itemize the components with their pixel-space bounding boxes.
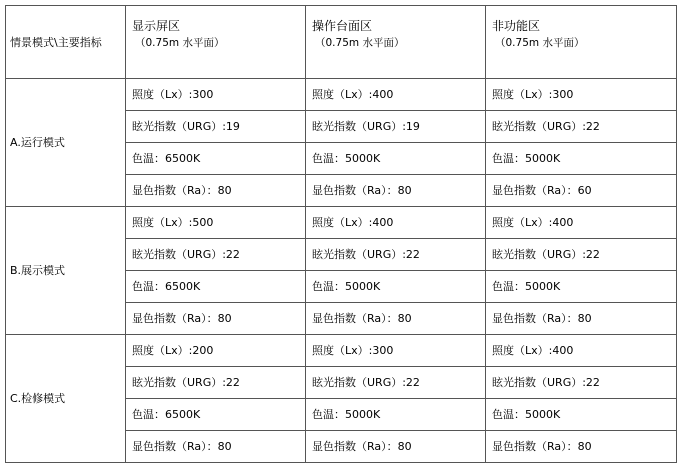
column-header-title: 显示屏区 bbox=[132, 19, 181, 33]
table-cell: 照度（Lx）:400 bbox=[486, 335, 677, 367]
table-cell: 眩光指数（URG）:22 bbox=[486, 239, 677, 271]
table-cell: 色温：6500K bbox=[126, 143, 306, 175]
table-cell: 显色指数（Ra）：60 bbox=[486, 175, 677, 207]
table-cell: 显色指数（Ra）：80 bbox=[126, 431, 306, 463]
column-header-subtitle: （0.75m 水平面） bbox=[135, 37, 225, 49]
column-header-non-functional-area bbox=[486, 6, 677, 79]
table-cell: 显色指数（Ra）：80 bbox=[306, 431, 486, 463]
table-cell: 显色指数（Ra）：80 bbox=[486, 303, 677, 335]
table-cell: 显色指数（Ra）：80 bbox=[126, 175, 306, 207]
table-row bbox=[6, 207, 677, 239]
column-header-console-area bbox=[306, 6, 486, 79]
table-cell: 显色指数（Ra）：80 bbox=[306, 175, 486, 207]
column-header-title: 非功能区 bbox=[492, 19, 541, 33]
lighting-spec-table bbox=[5, 5, 677, 463]
table-cell: 色温：6500K bbox=[126, 271, 306, 303]
table-cell: 显色指数（Ra）：80 bbox=[306, 303, 486, 335]
table-cell: 照度（Lx）:200 bbox=[126, 335, 306, 367]
table-cell: 照度（Lx）:300 bbox=[126, 79, 306, 111]
table-cell: 眩光指数（URG）:19 bbox=[306, 111, 486, 143]
header-row bbox=[6, 6, 677, 79]
column-header-subtitle: （0.75m 水平面） bbox=[495, 37, 585, 49]
table-row bbox=[6, 335, 677, 367]
mode-label-cell: A.运行模式 bbox=[6, 79, 126, 207]
table-cell: 显色指数（Ra）：80 bbox=[486, 431, 677, 463]
corner-header-cell: 情景模式\主要指标 bbox=[6, 6, 126, 79]
table-cell: 眩光指数（URG）:22 bbox=[486, 367, 677, 399]
table-cell: 眩光指数（URG）:22 bbox=[126, 367, 306, 399]
table-cell: 照度（Lx）:300 bbox=[486, 79, 677, 111]
table-cell: 照度（Lx）:400 bbox=[306, 79, 486, 111]
table-cell: 色温：5000K bbox=[306, 143, 486, 175]
table-cell: 眩光指数（URG）:19 bbox=[126, 111, 306, 143]
column-header-display-area bbox=[126, 6, 306, 79]
table-cell: 照度（Lx）:400 bbox=[486, 207, 677, 239]
table-cell: 显色指数（Ra）：80 bbox=[126, 303, 306, 335]
table-cell: 眩光指数（URG）:22 bbox=[126, 239, 306, 271]
table-cell: 色温：5000K bbox=[486, 143, 677, 175]
table-cell: 眩光指数（URG）:22 bbox=[486, 111, 677, 143]
table-cell: 眩光指数（URG）:22 bbox=[306, 367, 486, 399]
table-cell: 照度（Lx）:400 bbox=[306, 207, 486, 239]
table-cell: 照度（Lx）:300 bbox=[306, 335, 486, 367]
lighting-spec-table-container bbox=[5, 5, 677, 463]
table-cell: 照度（Lx）:500 bbox=[126, 207, 306, 239]
table-cell: 眩光指数（URG）:22 bbox=[306, 239, 486, 271]
column-header-subtitle: （0.75m 水平面） bbox=[315, 37, 405, 49]
table-cell: 色温：5000K bbox=[486, 271, 677, 303]
table-row bbox=[6, 79, 677, 111]
table-cell: 色温：5000K bbox=[306, 399, 486, 431]
column-header-title: 操作台面区 bbox=[312, 19, 373, 33]
table-cell: 色温：5000K bbox=[486, 399, 677, 431]
table-cell: 色温：5000K bbox=[306, 271, 486, 303]
mode-label-cell: B.展示模式 bbox=[6, 207, 126, 335]
table-cell: 色温：6500K bbox=[126, 399, 306, 431]
mode-label-cell: C.检修模式 bbox=[6, 335, 126, 463]
